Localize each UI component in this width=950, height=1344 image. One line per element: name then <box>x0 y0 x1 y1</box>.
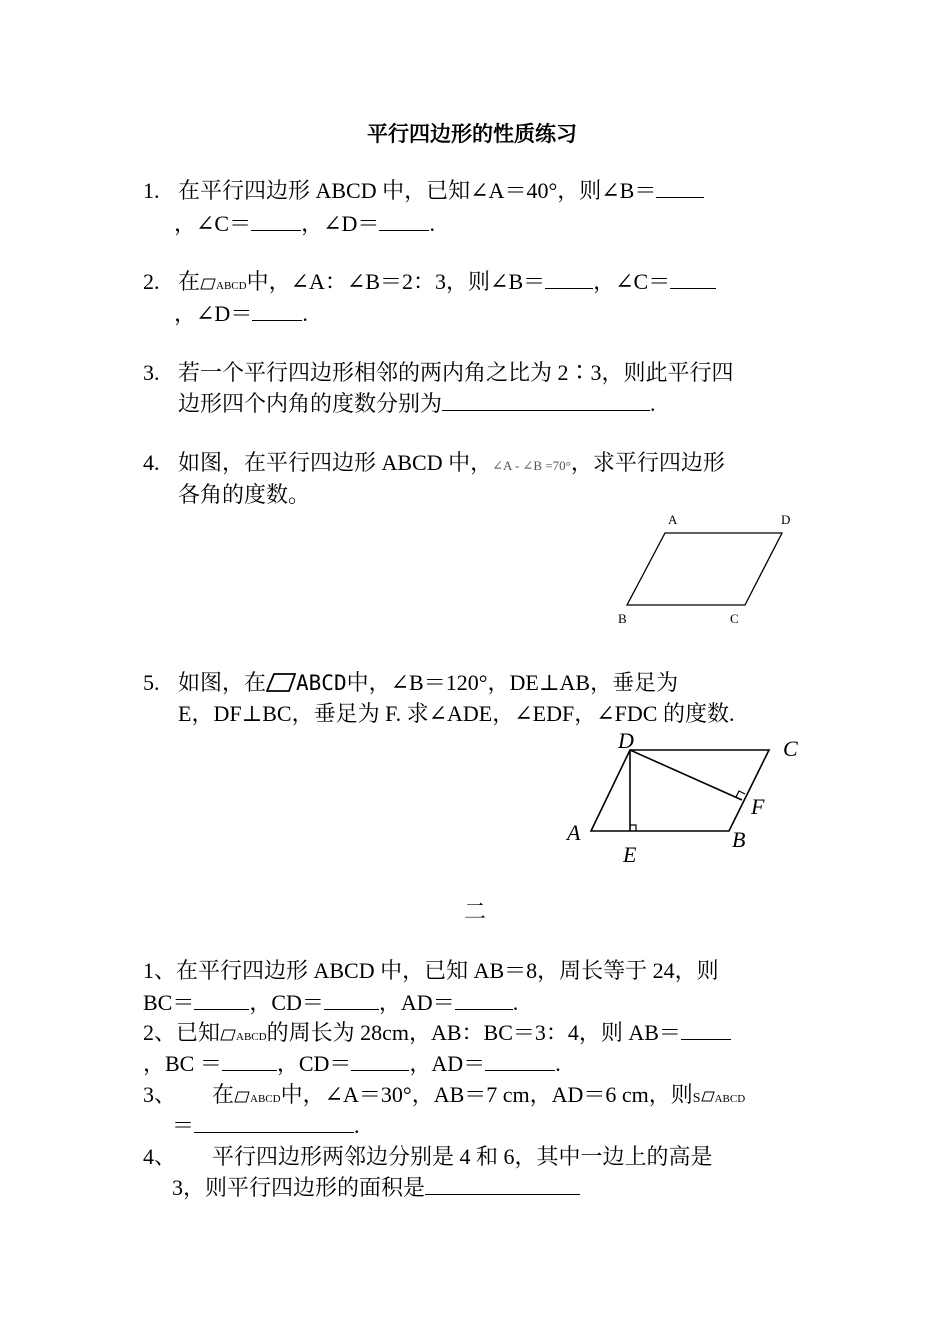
vertex-label-a: A <box>567 820 581 845</box>
p4-line2 <box>172 1173 580 1203</box>
segment-df <box>630 750 742 800</box>
q1-text: ，∠D＝ <box>301 211 380 236</box>
vertex-label-a: A <box>668 512 678 527</box>
p3-line2 <box>172 1111 360 1141</box>
q5-number: 5. <box>143 670 160 695</box>
answer-blank[interactable] <box>455 989 513 1010</box>
q4-number: 4. <box>143 450 160 475</box>
q2-text: . <box>302 301 308 326</box>
vertex-label-f: F <box>751 794 765 819</box>
answer-blank[interactable] <box>251 210 301 231</box>
q2-text: ，∠D＝ <box>174 301 253 326</box>
q1-text: 在平行四边形 ABCD 中，已知∠A＝40°，则∠B＝ <box>178 178 657 203</box>
vertex-label-d: D <box>781 512 791 527</box>
p2-text: ，BC ＝ <box>143 1051 222 1076</box>
p2-text: 的周长为 28cm，AB：BC＝3：4，则 AB＝ <box>266 1020 681 1045</box>
section-heading: 二 <box>464 899 487 924</box>
q5-text: 中，∠B＝120°，DE⊥AB，垂足为 <box>346 670 679 695</box>
q2-number: 2. <box>143 269 160 294</box>
q1-number: 1. <box>143 178 160 203</box>
answer-blank[interactable] <box>379 210 429 231</box>
answer-blank[interactable] <box>670 268 716 289</box>
q1-text: . <box>429 211 435 236</box>
p3-number: 3、 <box>143 1082 177 1107</box>
q1-text: ，∠C＝ <box>174 211 252 236</box>
p2-text: ，AD＝ <box>409 1051 486 1076</box>
vertex-label-c: C <box>730 611 739 626</box>
p4-text: 3，则平行四边形的面积是 <box>172 1175 426 1200</box>
vertex-label-c: C <box>783 736 798 761</box>
q4-text: 如图，在平行四边形 ABCD 中， <box>178 450 493 475</box>
p3-text: 在 <box>212 1082 235 1107</box>
right-angle-mark-e <box>630 825 636 831</box>
q4-formula: ∠A - ∠B =70° <box>492 458 571 473</box>
p2-text: ，CD＝ <box>276 1051 352 1076</box>
vertex-label-d: D <box>618 728 634 753</box>
parallelogram-symbol <box>220 1020 267 1045</box>
q3-line1: 若一个平行四边形相邻的两内角之比为 2∶3，则此平行四 <box>178 360 734 385</box>
answer-blank[interactable] <box>442 390 650 411</box>
q3-text: 边形四个内角的度数分别为 <box>178 391 443 416</box>
q2-line1 <box>178 267 716 301</box>
p3-text: ＝ <box>172 1113 195 1138</box>
p2-text: . <box>555 1051 561 1076</box>
p1-text: . <box>512 990 519 1015</box>
q1-line1 <box>178 176 704 206</box>
parallelogram-symbol-label: ABCD <box>296 671 347 695</box>
vertex-label-e: E <box>623 842 637 867</box>
p3-line1 <box>212 1080 745 1114</box>
answer-blank[interactable] <box>485 1050 555 1071</box>
parallelogram-symbol <box>200 269 247 294</box>
vertex-label-b: B <box>732 827 746 852</box>
parallelogram-symbol-label: ABCD <box>236 1031 267 1043</box>
answer-blank[interactable] <box>351 1050 409 1071</box>
p3-text: . <box>354 1113 360 1138</box>
right-angle-mark-f <box>736 791 745 797</box>
q5-text: 如图，在 <box>178 670 267 695</box>
p1-text: BC＝ <box>143 990 195 1015</box>
q3-number: 3. <box>143 360 160 385</box>
q5-parallelogram-figure <box>560 728 810 873</box>
answer-blank[interactable] <box>656 177 704 198</box>
answer-blank[interactable] <box>222 1050 277 1071</box>
q2-line2 <box>174 299 308 329</box>
p4-line1: 平行四边形两邻边分别是 4 和 6，其中一边上的高是 <box>212 1144 713 1169</box>
area-symbol: S <box>692 1091 701 1106</box>
answer-blank[interactable] <box>252 300 302 321</box>
parallelogram-symbol <box>234 1082 281 1107</box>
q2-text: ，∠C＝ <box>593 269 671 294</box>
vertex-label-b: B <box>618 611 627 626</box>
p4-number: 4、 <box>143 1144 177 1169</box>
p2-line1 <box>143 1018 731 1052</box>
parallelogram-symbol <box>266 670 347 695</box>
q3-line2 <box>178 389 656 419</box>
parallelogram-symbol-label: ABCD <box>714 1093 746 1105</box>
parallelogram-shape <box>627 533 782 605</box>
q4-line1 <box>178 448 725 481</box>
p1-line1: 1、在平行四边形 ABCD 中，已知 AB＝8，周长等于 24，则 <box>143 958 719 983</box>
parallelogram-symbol-label: ABCD <box>250 1093 281 1105</box>
q4-parallelogram-figure <box>600 505 810 630</box>
q2-text: 在 <box>178 269 201 294</box>
p2-text: 2、已知 <box>143 1020 221 1045</box>
parallelogram-shape <box>591 750 769 831</box>
page-title: 平行四边形的性质练习 <box>367 122 577 146</box>
answer-blank[interactable] <box>681 1019 731 1040</box>
p2-line2 <box>143 1049 561 1079</box>
p1-text: ，CD＝ <box>249 990 324 1015</box>
p3-text: 中，∠A＝30°，AB＝7 cm，AD＝6 cm，则 <box>280 1082 693 1107</box>
q4-text: ，求平行四边形 <box>570 450 725 475</box>
answer-blank[interactable] <box>324 989 379 1010</box>
p1-line2 <box>143 988 518 1018</box>
p1-text: ，AD＝ <box>378 990 455 1015</box>
answer-blank[interactable] <box>425 1174 580 1195</box>
parallelogram-symbol <box>701 1082 746 1107</box>
q5-line2: E，DF⊥BC，垂足为 F. 求∠ADE，∠EDF，∠FDC 的度数. <box>178 701 735 726</box>
q4-line2: 各角的度数。 <box>178 482 311 507</box>
answer-blank[interactable] <box>194 989 249 1010</box>
q5-line1 <box>178 668 678 698</box>
q3-text: . <box>650 391 656 416</box>
answer-blank[interactable] <box>545 268 593 289</box>
parallelogram-symbol-label: ABCD <box>216 280 247 292</box>
answer-blank[interactable] <box>194 1112 354 1133</box>
q1-line2 <box>174 209 435 239</box>
q2-text: 中，∠A：∠B＝2：3，则∠B＝ <box>246 269 546 294</box>
